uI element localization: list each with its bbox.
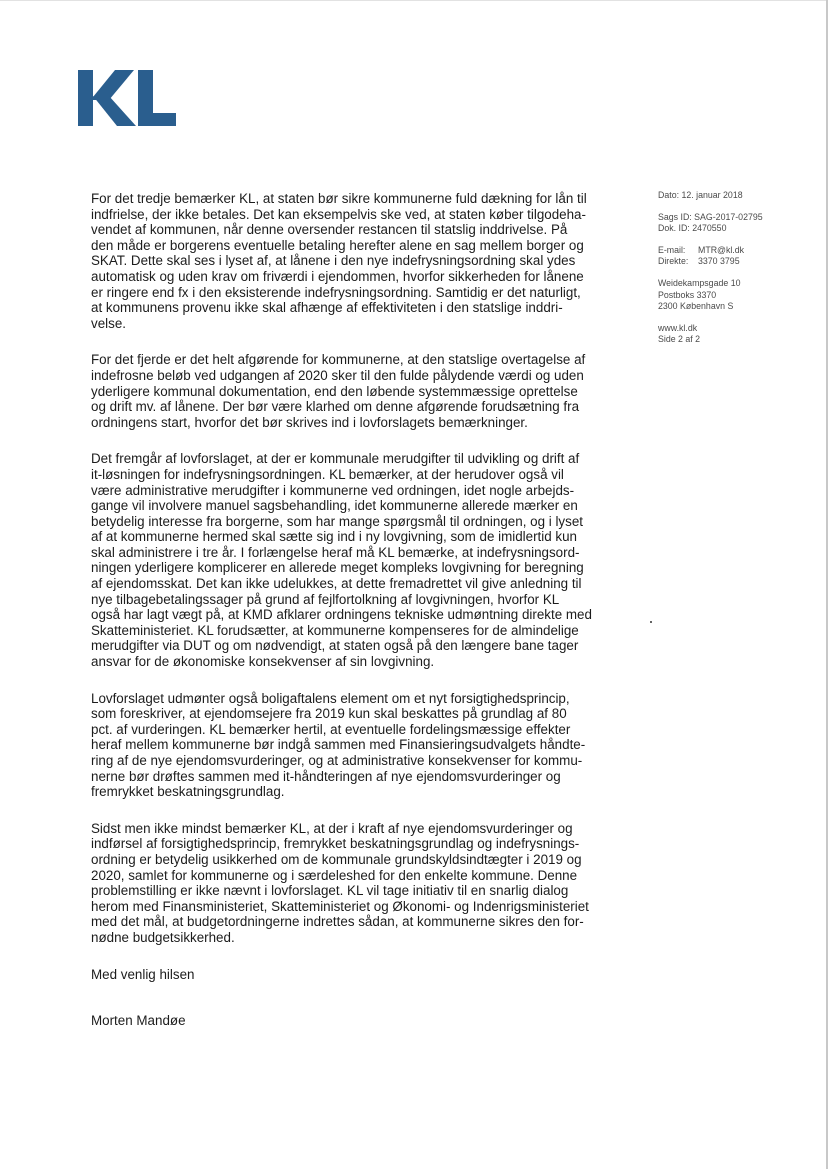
- text-line: SKAT. Dette skal ses i lyset af, at lånene i den nye indefrysningsordning skal ydes: [91, 253, 576, 269]
- text-line: at kommunens provenu ikke skal afhænge af effektiviteten i den statslige inddri-: [91, 300, 563, 316]
- paragraph-1: [91, 191, 621, 331]
- paragraph-4: [91, 691, 621, 800]
- scan-speck: [650, 621, 652, 623]
- email-label: E-mail:: [658, 244, 686, 255]
- text-line: med det mål, at budgetordningerne indrettes sådan, at kommunerne sikres den for-: [91, 914, 584, 930]
- text-line: Lovforslaget udmønter også boligaftalens element om et nyt forsigtighedsprincip,: [91, 690, 570, 706]
- case-id: Sags ID: SAG-2017-02795: [658, 211, 763, 222]
- text-line: som foreskriver, at ejendomsejere fra 2019 kun skal beskattes på grundlag af 80: [91, 706, 567, 722]
- contact-info: [658, 245, 808, 268]
- text-line: fremrykket beskatningsgrundlag.: [91, 784, 285, 800]
- letter-metadata: [658, 190, 808, 356]
- closing-salutation: Med venlig hilsen: [91, 966, 195, 982]
- text-line: automatisk og uden krav om friværdi i ejendommen, hvorfor sikkerheden for lånene: [91, 268, 584, 284]
- web-and-page: [658, 323, 808, 346]
- text-line: ring af de nye ejendomsvurderinger, og at administrative konsekvenser for kommu-: [91, 753, 583, 768]
- signature-name: Morten Mandøe: [91, 1013, 186, 1029]
- letter-body: [91, 191, 621, 1050]
- direct-phone-label: Direkte:: [658, 256, 689, 267]
- text-line: merudgifter via DUT og om nødvendigt, at staten også på den længere bane tager: [91, 638, 579, 654]
- text-line: ordningens start, hvorfor det bør skrives ind i lovforslagets bemærkninger.: [91, 414, 528, 430]
- paragraph-5: [91, 821, 621, 946]
- address-pobox: Postboks 3370: [658, 289, 717, 300]
- text-line: ansvar for de økonomiske konsekvenser af sin lovgivning.: [91, 654, 435, 670]
- text-line: indførsel af forsigtighedsprincip, fremrykket beskatningsgrundlag og indefrysnings-: [91, 836, 580, 852]
- text-line: og drift mv. af lånene. Der bør være klarhed om denne afgørende forudsætning fra: [91, 399, 580, 415]
- address-city: 2300 København S: [658, 301, 734, 312]
- text-line: yderligere kommunal dokumentation, end den løbende systemmæssige oprettelse: [91, 383, 578, 399]
- page-number: Side 2 af 2: [658, 334, 701, 345]
- letter-date: Dato: 12. januar 2018: [658, 190, 743, 200]
- text-line: ordning er betydelig usikkerhed om de kommunale grundskyldsindtægter i 2019 og: [91, 851, 582, 867]
- text-line: vendet af kommunen, når denne oversender restancen til statslig inddrivelse. På: [91, 222, 568, 238]
- text-line: heraf mellem kommunerne bør indgå sammen med Finansieringsudvalgets håndte-: [91, 737, 586, 753]
- address-street: Weidekampsgade 10: [658, 277, 741, 288]
- paragraph-2: [91, 352, 621, 430]
- text-line: Skatteministeriet. KL forudsætter, at kommunerne kompenseres for de almindelige: [91, 622, 579, 638]
- text-line: Det fremgår af lovforslaget, at der er kommunale merudgifter til udvikling og drift af: [91, 451, 580, 467]
- kl-logo: [78, 68, 178, 130]
- paragraph-3: [91, 451, 621, 669]
- text-line: af ejendomsskat. Det kan ikke udelukkes, at dette fremadrettet vil give anledning til: [91, 576, 582, 592]
- text-line: Sidst men ikke mindst bemærker KL, at der i kraft af nye ejendomsvurderinger og: [91, 820, 573, 836]
- text-line: ningen yderligere komplicerer en allerede meget kompleks lovgivning for beregning: [91, 560, 584, 576]
- text-line: velse.: [91, 315, 126, 331]
- text-line: nødne budgetsikkerhed.: [91, 929, 235, 945]
- text-line: er ringere end fx i den eksisterende indefrysningsordning. Samtidig er det naturligt,: [91, 284, 581, 300]
- text-line: nerne bør drøftes sammen med it-håndteringen af nye ejendomsvurderinger og: [91, 768, 561, 784]
- text-line: For det tredje bemærker KL, at staten bør sikre kommunerne fuld dækning for lån til: [91, 191, 587, 206]
- text-line: indfrielse, der ikke betales. Det kan eksempelvis ske ved, at staten køber tilgodeha-: [91, 206, 586, 222]
- text-line: nye tilbagebetalingssager på grund af fejlfortolkning af lovgivningen, hvorfor KL: [91, 591, 560, 607]
- text-line: herom med Finansministeriet, Skatteministeriet og Økonomi- og Indenrigsministeriet: [91, 898, 589, 914]
- page-top-edge: [0, 0, 828, 1]
- phone-row: [658, 256, 808, 268]
- text-line: betydelig interesse fra borgerne, som har mange spørgsmål til ordningen, og i lyset: [91, 513, 583, 529]
- text-line: gange vil involvere manuel sagsbehandling, idet kommunerne allerede mærker en: [91, 498, 578, 514]
- text-line: problemstilling er ikke nævnt i lovforslaget. KL vil tage initiativ til en snarlig dialog: [91, 883, 569, 899]
- website-link[interactable]: www.kl.dk: [658, 322, 698, 333]
- text-line: skal administrere i tre år. I forlængelse heraf må KL bemærke, at indefrysningsord-: [91, 544, 580, 560]
- text-line: 2020, samlet for kommunerne og i særdeleshed for den enkelte kommune. Denne: [91, 867, 578, 883]
- kl-logo-mark: [78, 70, 176, 126]
- text-line: pct. af vurderingen. KL bemærker hertil, at eventuelle fordelingsmæssige effekter: [91, 721, 571, 737]
- text-line: For det fjerde er det helt afgørende for kommunerne, at den statslige overtagelse af: [91, 352, 586, 368]
- text-line: også har lagt vægt på, at KMD afklarer ordningens tekniske udmøntning direkte med: [91, 607, 592, 623]
- email-row: [658, 245, 808, 257]
- postal-address: [658, 278, 808, 313]
- date-group: [658, 190, 808, 202]
- text-line: være administrative merudgifter i kommunerne ved ordningen, idet nogle arbejds-: [91, 482, 575, 498]
- direct-phone-value: 3370 3795: [698, 256, 740, 267]
- text-line: indefrosne beløb ved udgangen af 2020 sker til den fulde pålydende værdi og uden: [91, 367, 584, 383]
- case-ids: [658, 212, 808, 235]
- document-id: Dok. ID: 2470550: [658, 223, 727, 234]
- email-value[interactable]: MTR@kl.dk: [698, 244, 745, 255]
- text-line: af at kommunerne hermed skal sætte sig ind i ny lovgivning, som de imidlertid kun: [91, 529, 578, 545]
- text-line: it-løsningen for indefrysningsordningen. KL bemærker, at der herudover også vil: [91, 466, 564, 482]
- text-line: den måde er borgerens eventuelle betaling herefter alene en sag mellem borger og: [91, 237, 584, 253]
